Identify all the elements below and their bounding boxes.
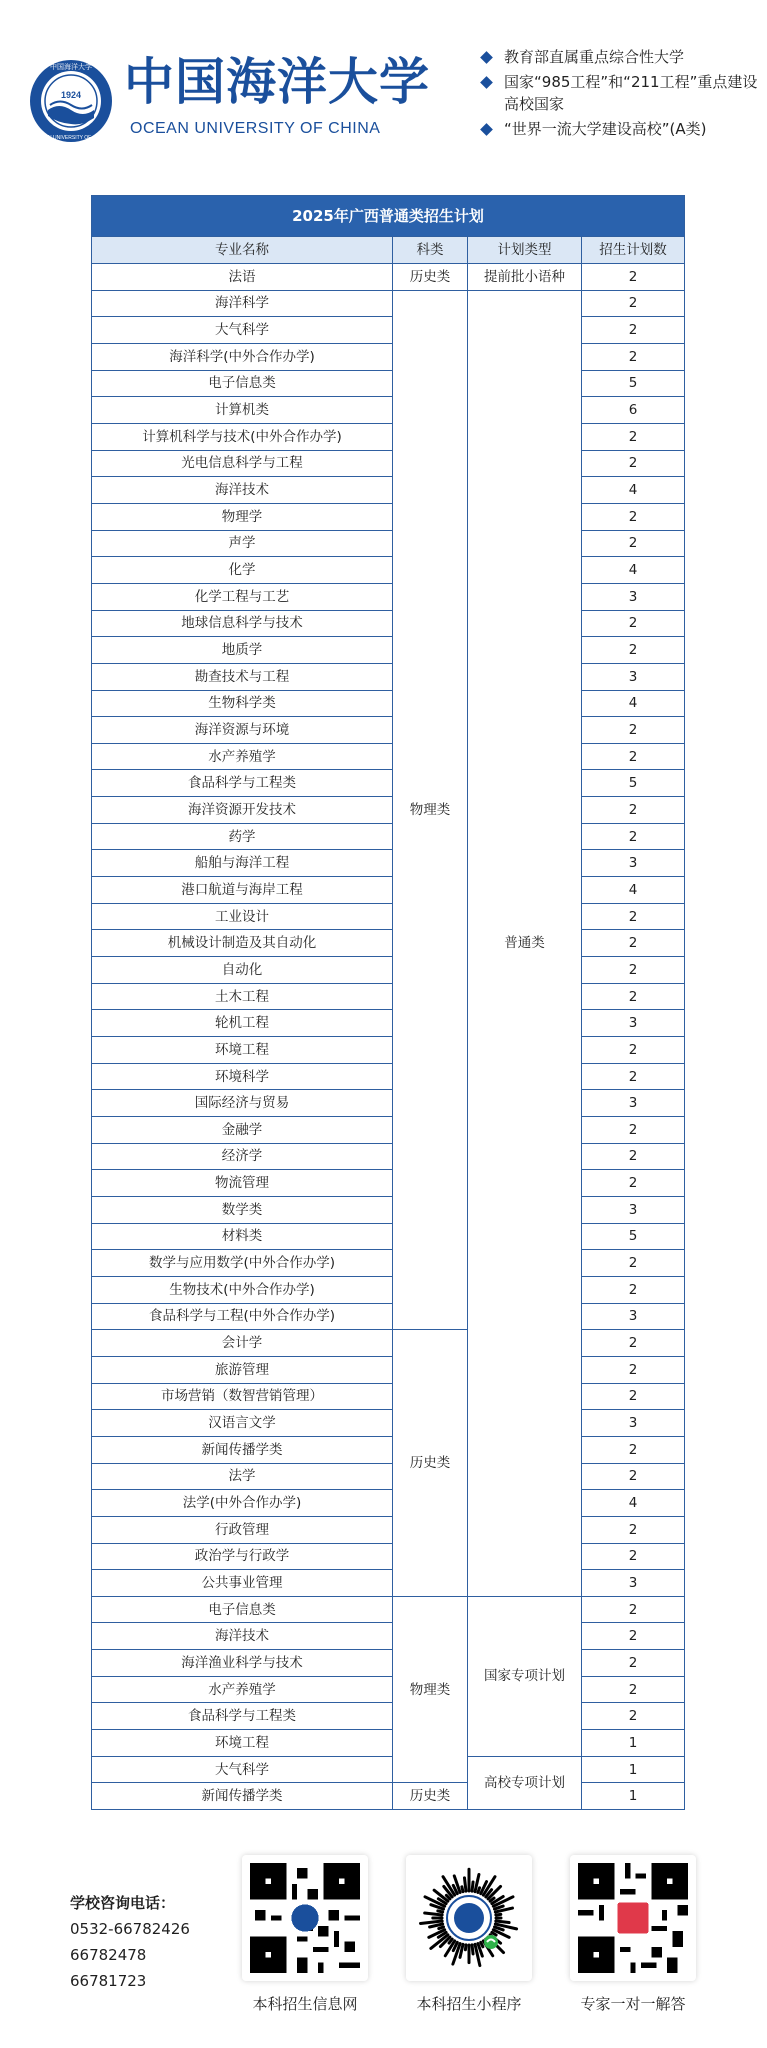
count-cell: 4 bbox=[582, 557, 685, 584]
table-row bbox=[92, 1783, 685, 1810]
feature-list bbox=[478, 46, 758, 143]
table-row bbox=[92, 557, 685, 584]
table-row bbox=[92, 1276, 685, 1303]
table-row bbox=[92, 903, 685, 930]
count-cell: 3 bbox=[582, 663, 685, 690]
major-cell: 港口航道与海岸工程 bbox=[92, 877, 393, 904]
major-cell: 土木工程 bbox=[92, 983, 393, 1010]
major-cell: 金融学 bbox=[92, 1117, 393, 1144]
major-cell: 海洋科学(中外合作办学) bbox=[92, 343, 393, 370]
diamond-bullet-icon bbox=[480, 51, 493, 64]
feature-item bbox=[478, 118, 758, 140]
count-cell: 2 bbox=[582, 797, 685, 824]
major-cell: 数学类 bbox=[92, 1196, 393, 1223]
table-row bbox=[92, 290, 685, 317]
table-row bbox=[92, 637, 685, 664]
table-row bbox=[92, 1330, 685, 1357]
count-cell: 2 bbox=[582, 957, 685, 984]
count-cell: 4 bbox=[582, 1490, 685, 1517]
count-cell: 5 bbox=[582, 1223, 685, 1250]
plan-type-cell: 普通类 bbox=[468, 290, 582, 1596]
phone-number: 66782478 bbox=[70, 1946, 147, 1964]
count-cell: 2 bbox=[582, 1356, 685, 1383]
count-cell: 2 bbox=[582, 1063, 685, 1090]
count-cell: 2 bbox=[582, 823, 685, 850]
feature-item bbox=[478, 46, 758, 68]
subject-cell: 历史类 bbox=[393, 264, 468, 291]
column-header-subject: 科类 bbox=[393, 237, 468, 264]
major-cell: 环境工程 bbox=[92, 1730, 393, 1757]
mini-program-code-icon[interactable] bbox=[406, 1855, 532, 1981]
column-header-major: 专业名称 bbox=[92, 237, 393, 264]
major-cell: 生物科学类 bbox=[92, 690, 393, 717]
table-row bbox=[92, 530, 685, 557]
count-cell: 3 bbox=[582, 1410, 685, 1437]
feature-text: 教育部直属重点综合性大学 bbox=[504, 48, 685, 66]
count-cell: 2 bbox=[582, 1543, 685, 1570]
major-cell: 药学 bbox=[92, 823, 393, 850]
table-row bbox=[92, 1303, 685, 1330]
table-row bbox=[92, 1676, 685, 1703]
major-cell: 轮机工程 bbox=[92, 1010, 393, 1037]
count-cell: 2 bbox=[582, 423, 685, 450]
table-row bbox=[92, 930, 685, 957]
feature-text: 国家“985工程”和“211工程”重点建设高校国家 bbox=[504, 73, 758, 113]
table-row bbox=[92, 1143, 685, 1170]
qr-caption: 本科招生小程序 bbox=[416, 1995, 522, 2013]
major-cell: 声学 bbox=[92, 530, 393, 557]
major-cell: 食品科学与工程(中外合作办学) bbox=[92, 1303, 393, 1330]
table-row bbox=[92, 850, 685, 877]
count-cell: 1 bbox=[582, 1730, 685, 1757]
major-cell: 船舶与海洋工程 bbox=[92, 850, 393, 877]
table-row bbox=[92, 1410, 685, 1437]
major-cell: 环境科学 bbox=[92, 1063, 393, 1090]
table-row bbox=[92, 317, 685, 344]
table-row bbox=[92, 1543, 685, 1570]
table-row bbox=[92, 1250, 685, 1277]
count-cell: 2 bbox=[582, 1170, 685, 1197]
count-cell: 2 bbox=[582, 1143, 685, 1170]
major-cell: 会计学 bbox=[92, 1330, 393, 1357]
count-cell: 2 bbox=[582, 610, 685, 637]
table-row bbox=[92, 1703, 685, 1730]
university-name-en: OCEAN UNIVERSITY OF CHINA bbox=[130, 120, 381, 137]
feature-text: “世界一流大学建设高校”(A类) bbox=[504, 120, 707, 138]
major-cell: 国际经济与贸易 bbox=[92, 1090, 393, 1117]
qr-code-icon[interactable] bbox=[242, 1855, 368, 1981]
table-row bbox=[92, 663, 685, 690]
major-cell: 电子信息类 bbox=[92, 370, 393, 397]
count-cell: 5 bbox=[582, 770, 685, 797]
count-cell: 2 bbox=[582, 1383, 685, 1410]
subject-cell: 历史类 bbox=[393, 1783, 468, 1810]
major-cell: 大气科学 bbox=[92, 317, 393, 344]
major-cell: 生物技术(中外合作办学) bbox=[92, 1276, 393, 1303]
diamond-bullet-icon bbox=[480, 123, 493, 136]
major-cell: 海洋技术 bbox=[92, 477, 393, 504]
plan-type-cell: 国家专项计划 bbox=[468, 1596, 582, 1756]
table-row bbox=[92, 690, 685, 717]
count-cell: 3 bbox=[582, 1303, 685, 1330]
major-cell: 地球信息科学与技术 bbox=[92, 610, 393, 637]
count-cell: 2 bbox=[582, 1436, 685, 1463]
major-cell: 水产养殖学 bbox=[92, 743, 393, 770]
table-row bbox=[92, 743, 685, 770]
major-cell: 新闻传播学类 bbox=[92, 1436, 393, 1463]
count-cell: 2 bbox=[582, 717, 685, 744]
count-cell: 2 bbox=[582, 743, 685, 770]
table-row bbox=[92, 1063, 685, 1090]
count-cell: 2 bbox=[582, 903, 685, 930]
count-cell: 2 bbox=[582, 1463, 685, 1490]
table-row bbox=[92, 1010, 685, 1037]
table-row bbox=[92, 1223, 685, 1250]
table-row bbox=[92, 1463, 685, 1490]
subject-cell: 物理类 bbox=[393, 1596, 468, 1783]
count-cell: 3 bbox=[582, 1570, 685, 1597]
count-cell: 2 bbox=[582, 1650, 685, 1677]
count-cell: 2 bbox=[582, 317, 685, 344]
table-row bbox=[92, 423, 685, 450]
contact-label: 学校咨询电话： bbox=[70, 1894, 176, 1912]
count-cell: 2 bbox=[582, 290, 685, 317]
count-cell: 2 bbox=[582, 503, 685, 530]
major-cell: 食品科学与工程类 bbox=[92, 770, 393, 797]
major-cell: 化学 bbox=[92, 557, 393, 584]
emblem-top-text: 中国海洋大学 bbox=[50, 63, 92, 71]
major-cell: 法学(中外合作办学) bbox=[92, 1490, 393, 1517]
table-row bbox=[92, 1596, 685, 1623]
major-cell: 计算机科学与技术(中外合作办学) bbox=[92, 423, 393, 450]
major-cell: 法语 bbox=[92, 264, 393, 291]
count-cell: 2 bbox=[582, 1330, 685, 1357]
table-row bbox=[92, 343, 685, 370]
count-cell: 2 bbox=[582, 930, 685, 957]
major-cell: 材料类 bbox=[92, 1223, 393, 1250]
diamond-bullet-icon bbox=[480, 76, 493, 89]
major-cell: 大气科学 bbox=[92, 1756, 393, 1783]
table-row bbox=[92, 983, 685, 1010]
qr-admission-mini-program[interactable] bbox=[406, 1855, 532, 2014]
table-row bbox=[92, 1490, 685, 1517]
table-row bbox=[92, 1570, 685, 1597]
major-cell: 食品科学与工程类 bbox=[92, 1703, 393, 1730]
table-row bbox=[92, 397, 685, 424]
count-cell: 3 bbox=[582, 583, 685, 610]
table-row bbox=[92, 877, 685, 904]
major-cell: 海洋渔业科学与技术 bbox=[92, 1650, 393, 1677]
major-cell: 海洋资源与环境 bbox=[92, 717, 393, 744]
plan-type-cell: 高校专项计划 bbox=[468, 1756, 582, 1809]
table-row bbox=[92, 1623, 685, 1650]
subject-cell: 历史类 bbox=[393, 1330, 468, 1597]
column-header-plan-type: 计划类型 bbox=[468, 237, 582, 264]
major-cell: 物流管理 bbox=[92, 1170, 393, 1197]
subject-cell: 物理类 bbox=[393, 290, 468, 1330]
major-cell: 经济学 bbox=[92, 1143, 393, 1170]
table-row bbox=[92, 797, 685, 824]
qr-admission-website[interactable] bbox=[242, 1855, 368, 2014]
table-row bbox=[92, 264, 685, 291]
table-row bbox=[92, 1117, 685, 1144]
table-row bbox=[92, 717, 685, 744]
qr-caption: 本科招生信息网 bbox=[252, 1995, 358, 2013]
table-body bbox=[92, 264, 685, 1810]
count-cell: 2 bbox=[582, 1703, 685, 1730]
enrollment-plan-table bbox=[91, 195, 685, 1810]
major-cell: 新闻传播学类 bbox=[92, 1783, 393, 1810]
count-cell: 3 bbox=[582, 850, 685, 877]
count-cell: 3 bbox=[582, 1196, 685, 1223]
major-cell: 行政管理 bbox=[92, 1516, 393, 1543]
count-cell: 1 bbox=[582, 1783, 685, 1810]
major-cell: 政治学与行政学 bbox=[92, 1543, 393, 1570]
count-cell: 2 bbox=[582, 1623, 685, 1650]
emblem-ring-text: OCEAN UNIVERSITY OF CHINA bbox=[33, 135, 109, 141]
count-cell: 2 bbox=[582, 983, 685, 1010]
table-row bbox=[92, 1196, 685, 1223]
qr-code-icon[interactable] bbox=[570, 1855, 696, 1981]
major-cell: 旅游管理 bbox=[92, 1356, 393, 1383]
count-cell: 3 bbox=[582, 1090, 685, 1117]
qr-expert-consult[interactable] bbox=[570, 1855, 696, 2014]
major-cell: 数学与应用数学(中外合作办学) bbox=[92, 1250, 393, 1277]
major-cell: 环境工程 bbox=[92, 1037, 393, 1064]
major-cell: 机械设计制造及其自动化 bbox=[92, 930, 393, 957]
table-row bbox=[92, 1730, 685, 1757]
major-cell: 工业设计 bbox=[92, 903, 393, 930]
major-cell: 海洋技术 bbox=[92, 1623, 393, 1650]
major-cell: 地质学 bbox=[92, 637, 393, 664]
university-emblem-logo bbox=[28, 58, 114, 144]
phone-number: 0532-66782426 bbox=[70, 1920, 190, 1938]
table-row bbox=[92, 1090, 685, 1117]
emblem-year: 1924 bbox=[60, 90, 82, 100]
table-row bbox=[92, 1516, 685, 1543]
count-cell: 2 bbox=[582, 1117, 685, 1144]
table-row bbox=[92, 770, 685, 797]
major-cell: 勘查技术与工程 bbox=[92, 663, 393, 690]
table-row bbox=[92, 370, 685, 397]
count-cell: 2 bbox=[582, 450, 685, 477]
table-row bbox=[92, 957, 685, 984]
count-cell: 4 bbox=[582, 477, 685, 504]
major-cell: 海洋科学 bbox=[92, 290, 393, 317]
count-cell: 2 bbox=[582, 1037, 685, 1064]
page-header bbox=[0, 0, 767, 170]
major-cell: 物理学 bbox=[92, 503, 393, 530]
count-cell: 2 bbox=[582, 264, 685, 291]
count-cell: 6 bbox=[582, 397, 685, 424]
count-cell: 1 bbox=[582, 1756, 685, 1783]
contact-block bbox=[70, 1890, 240, 1994]
count-cell: 2 bbox=[582, 637, 685, 664]
major-cell: 光电信息科学与工程 bbox=[92, 450, 393, 477]
feature-item bbox=[478, 71, 758, 115]
university-name-cn: 中国海洋大学 bbox=[124, 52, 430, 111]
table-row bbox=[92, 503, 685, 530]
major-cell: 市场营销（数智营销管理） bbox=[92, 1383, 393, 1410]
count-cell: 4 bbox=[582, 690, 685, 717]
count-cell: 2 bbox=[582, 1276, 685, 1303]
count-cell: 2 bbox=[582, 1676, 685, 1703]
table-row bbox=[92, 477, 685, 504]
table-row bbox=[92, 1383, 685, 1410]
qr-caption: 专家一对一解答 bbox=[580, 1995, 686, 2013]
major-cell: 汉语言文学 bbox=[92, 1410, 393, 1437]
count-cell: 3 bbox=[582, 1010, 685, 1037]
count-cell: 2 bbox=[582, 1516, 685, 1543]
major-cell: 电子信息类 bbox=[92, 1596, 393, 1623]
major-cell: 公共事业管理 bbox=[92, 1570, 393, 1597]
major-cell: 水产养殖学 bbox=[92, 1676, 393, 1703]
major-cell: 自动化 bbox=[92, 957, 393, 984]
table-row bbox=[92, 1436, 685, 1463]
count-cell: 2 bbox=[582, 1250, 685, 1277]
table-title: 2025年广西普通类招生计划 bbox=[92, 196, 685, 237]
table-row bbox=[92, 1650, 685, 1677]
table-row bbox=[92, 823, 685, 850]
count-cell: 2 bbox=[582, 1596, 685, 1623]
table-row bbox=[92, 450, 685, 477]
plan-type-cell: 提前批小语种 bbox=[468, 264, 582, 291]
count-cell: 5 bbox=[582, 370, 685, 397]
major-cell: 计算机类 bbox=[92, 397, 393, 424]
column-header-count: 招生计划数 bbox=[582, 237, 685, 264]
table-row bbox=[92, 1037, 685, 1064]
count-cell: 4 bbox=[582, 877, 685, 904]
major-cell: 化学工程与工艺 bbox=[92, 583, 393, 610]
table-row bbox=[92, 1356, 685, 1383]
table-row bbox=[92, 583, 685, 610]
major-cell: 法学 bbox=[92, 1463, 393, 1490]
table-row bbox=[92, 1756, 685, 1783]
table-row bbox=[92, 610, 685, 637]
count-cell: 2 bbox=[582, 343, 685, 370]
table-row bbox=[92, 1170, 685, 1197]
count-cell: 2 bbox=[582, 530, 685, 557]
major-cell: 海洋资源开发技术 bbox=[92, 797, 393, 824]
phone-number: 66781723 bbox=[70, 1972, 147, 1990]
